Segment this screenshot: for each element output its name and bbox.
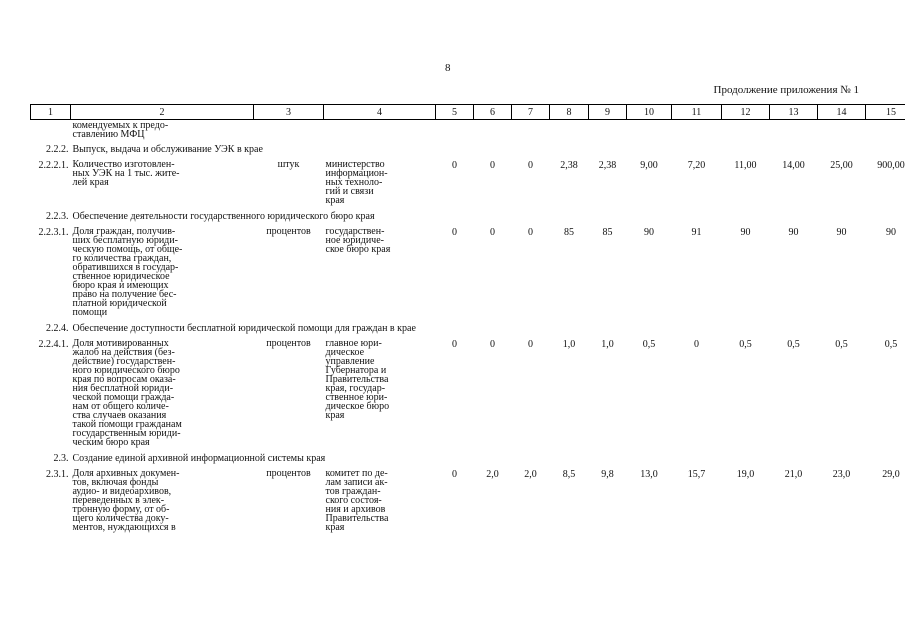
value-cell: 900,00 — [877, 160, 905, 171]
value-cell: 0 — [490, 339, 495, 350]
page-number: 8 — [445, 62, 451, 74]
indicators-table — [30, 104, 905, 536]
value-cell: 90 — [836, 227, 847, 238]
value-cell: 2,0 — [486, 469, 499, 480]
value-cell: 14,00 — [782, 160, 805, 171]
value-cell: 0,5 — [884, 339, 898, 350]
section-code: 2.2.2. — [46, 144, 69, 155]
value-cell: 90 — [886, 227, 896, 238]
value-cell: 0 — [490, 227, 495, 238]
empty-cell — [254, 120, 905, 143]
section-title: Обеспечение доступности бесплатной юридической помощи для граждан в крае — [72, 323, 416, 334]
continuation-label: Продолжение приложения № 1 — [713, 84, 859, 96]
value-cell: 9,8 — [601, 469, 614, 480]
value-cell: 90 — [740, 227, 751, 238]
column-header: 15 — [866, 105, 905, 120]
section-title: Создание единой архивной информационной системы края — [72, 453, 326, 464]
table-body — [31, 120, 905, 537]
section-row — [31, 209, 905, 226]
value-cell: 9,00 — [640, 160, 658, 171]
value-cell: 85 — [564, 227, 574, 238]
table-row — [31, 338, 905, 451]
value-cell: 0 — [694, 339, 699, 350]
indicator-code: 2.2.3.1. — [38, 227, 69, 238]
value-cell: 25,00 — [830, 160, 853, 171]
section-title: Обеспечение деятельности государственного юридического бюро края — [72, 211, 375, 222]
value-cell: 15,7 — [687, 469, 706, 480]
section-title: Выпуск, выдача и обслуживание УЭК в крае — [72, 144, 263, 155]
unit-cell: процентов — [266, 468, 311, 479]
value-cell: 1,0 — [562, 339, 576, 350]
value-cell: 0,5 — [739, 339, 752, 350]
column-header: 3 — [254, 105, 324, 120]
value-cell: 0,5 — [642, 339, 656, 350]
value-cell: 0 — [490, 160, 495, 171]
value-cell: 2,38 — [598, 160, 617, 171]
value-cell: 13,0 — [640, 469, 658, 480]
column-header: 7 — [512, 105, 550, 120]
value-cell: 0 — [528, 227, 533, 238]
column-header: 4 — [324, 105, 436, 120]
column-header: 5 — [436, 105, 474, 120]
indicator-name: Количество изготовлен- ных УЭК на 1 тыс. жите- лей края — [72, 159, 180, 188]
section-code: 2.2.4. — [46, 323, 69, 334]
responsible-cell: государствен- ное юридиче- ское бюро края — [325, 226, 391, 255]
value-cell: 21,0 — [784, 469, 803, 480]
value-cell: 1,0 — [601, 339, 614, 350]
value-cell: 2,0 — [524, 469, 537, 480]
value-cell: 11,00 — [734, 160, 757, 171]
indicator-name: Доля граждан, получив- ших бесплатную юриди- ческую помощь, от обще- го количества граждан, обратившихся в государ- ственное юридическое бюро края и имеющих право на получение бес- платной юридической помощи — [72, 226, 183, 318]
value-cell: 8,5 — [562, 469, 576, 480]
table-row — [31, 159, 905, 209]
indicator-name: Доля мотивированных жалоб на действия (без- действие) государствен- ного юридического бюро края по вопросам оказа- ния бесплатной юриди- ческой помощи гражда- нам от общего количе- ства случаев оказания такой помощи гражданам государственным юриди- ческим бюро края — [72, 338, 182, 448]
column-header: 2 — [71, 105, 254, 120]
column-header: 13 — [770, 105, 818, 120]
value-cell: 0,5 — [835, 339, 848, 350]
indicator-code: 2.2.2.1. — [38, 160, 69, 171]
column-header: 12 — [722, 105, 770, 120]
value-cell: 0 — [452, 160, 457, 171]
value-cell: 19,0 — [736, 469, 755, 480]
indicator-name: комендуемых к предо- ставлению МФЦ — [72, 120, 169, 140]
column-header: 9 — [589, 105, 627, 120]
value-cell: 7,20 — [687, 160, 706, 171]
header-row — [31, 105, 905, 120]
value-cell: 0 — [452, 227, 457, 238]
unit-cell: процентов — [266, 226, 311, 237]
column-header: 11 — [672, 105, 722, 120]
value-cell: 90 — [644, 227, 654, 238]
indicator-code: 2.2.4.1. — [38, 339, 69, 350]
value-cell: 23,0 — [832, 469, 851, 480]
column-header: 8 — [550, 105, 589, 120]
table-row — [31, 468, 905, 536]
column-header: 10 — [627, 105, 672, 120]
column-header: 6 — [474, 105, 512, 120]
responsible-cell: комитет по де- лам записи ак- тов граждан- ского состоя- ния и архивов Правительства края — [325, 468, 389, 533]
section-row — [31, 451, 905, 468]
value-cell: 90 — [788, 227, 799, 238]
value-cell: 0 — [452, 469, 457, 480]
indicator-code: 2.3.1. — [46, 469, 69, 480]
section-row — [31, 321, 905, 338]
unit-cell: штук — [277, 159, 300, 170]
value-cell: 0,5 — [787, 339, 800, 350]
column-header: 14 — [818, 105, 866, 120]
value-cell: 2,38 — [560, 160, 578, 171]
value-cell: 0 — [528, 160, 533, 171]
table-row — [31, 226, 905, 321]
section-row — [31, 142, 905, 159]
unit-cell: процентов — [266, 338, 311, 349]
value-cell: 0 — [528, 339, 533, 350]
table-row-continuation — [31, 120, 905, 143]
value-cell: 0 — [452, 339, 457, 350]
column-header: 1 — [31, 105, 71, 120]
section-code: 2.2.3. — [46, 211, 69, 222]
responsible-cell: главное юри- дическое управление Губернатора и Правительства края, государ- ственное юри- дическое бюро края — [325, 338, 390, 421]
indicator-name: Доля архивных докумен- тов, включая фонды аудио- и видеоархивов, переведенных в элек- тронную форму, от об- щего количества доку- ментов, нуждающихся в — [72, 468, 180, 533]
empty-cell — [31, 120, 71, 143]
responsible-cell: министерство информацион- ных техноло- гий и связи края — [325, 159, 388, 206]
section-code: 2.3. — [53, 453, 69, 464]
value-cell: 29,0 — [882, 469, 900, 480]
value-cell: 91 — [691, 227, 702, 238]
value-cell: 85 — [602, 227, 613, 238]
